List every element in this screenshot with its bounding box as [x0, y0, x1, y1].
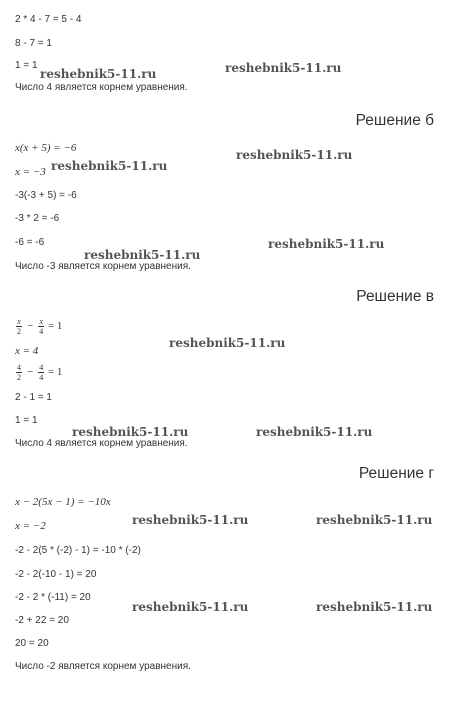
section-heading-g: Решение г	[358, 465, 434, 482]
section-heading-v: Решение в	[356, 288, 434, 305]
equation: $\frac{x}{2}$ − $\frac{x}{4}$ = 1	[17, 316, 63, 336]
root-value: x = 4	[15, 345, 39, 357]
conclusion-text: Число -3 является корнем уравнения.	[15, 261, 191, 272]
watermark: reshebnik5-11.ru	[225, 61, 342, 75]
section-heading-b: Решение б	[355, 112, 434, 129]
step-line: -2 - 2(5 * (-2) - 1) = -10 * (-2)	[15, 545, 141, 556]
fraction: $\frac{x}{4}$	[39, 316, 44, 336]
watermark: reshebnik5-11.ru	[236, 148, 353, 162]
watermark: reshebnik5-11.ru	[72, 425, 189, 439]
watermark: reshebnik5-11.ru	[40, 67, 157, 81]
watermark: reshebnik5-11.ru	[132, 600, 249, 614]
step-line: 8 - 7 = 1	[15, 38, 52, 49]
step-line: -2 - 2 * (-11) = 20	[15, 592, 91, 603]
watermark: reshebnik5-11.ru	[51, 159, 168, 173]
step-line: -2 + 22 = 20	[15, 615, 69, 626]
watermark: reshebnik5-11.ru	[268, 237, 385, 251]
root-value: x = −3	[15, 166, 46, 178]
conclusion-text: Число 4 является корнем уравнения.	[15, 438, 188, 449]
root-value: x = −2	[15, 520, 46, 532]
step-line: 1 = 1	[15, 415, 38, 426]
step-line: -6 = -6	[15, 237, 45, 248]
conclusion-text: Число -2 является корнем уравнения.	[15, 661, 191, 672]
fraction: $\frac{4}{4}$	[39, 362, 44, 382]
conclusion-text: Число 4 является корнем уравнения.	[15, 82, 188, 93]
watermark: reshebnik5-11.ru	[316, 513, 433, 527]
step-line: 2 * 4 - 7 = 5 - 4	[15, 14, 82, 25]
watermark: reshebnik5-11.ru	[256, 425, 373, 439]
watermark: reshebnik5-11.ru	[316, 600, 433, 614]
watermark: reshebnik5-11.ru	[132, 513, 249, 527]
step-line: 2 - 1 = 1	[15, 392, 52, 403]
substitution: $\frac{4}{2}$ − $\frac{4}{4}$ = 1	[17, 362, 63, 382]
watermark: reshebnik5-11.ru	[84, 248, 201, 262]
step-line: 1 = 1	[15, 60, 38, 71]
equation: x − 2(5x − 1) = −10x	[15, 496, 111, 508]
step-line: 20 = 20	[15, 638, 49, 649]
equation: x(x + 5) = −6	[15, 142, 77, 154]
fraction: $\frac{4}{2}$	[17, 362, 21, 382]
watermark: reshebnik5-11.ru	[169, 336, 286, 350]
step-line: -2 - 2(-10 - 1) = 20	[15, 569, 97, 580]
step-line: -3(-3 + 5) = -6	[15, 190, 77, 201]
step-line: -3 * 2 = -6	[15, 213, 60, 224]
fraction: $\frac{x}{2}$	[17, 316, 21, 336]
